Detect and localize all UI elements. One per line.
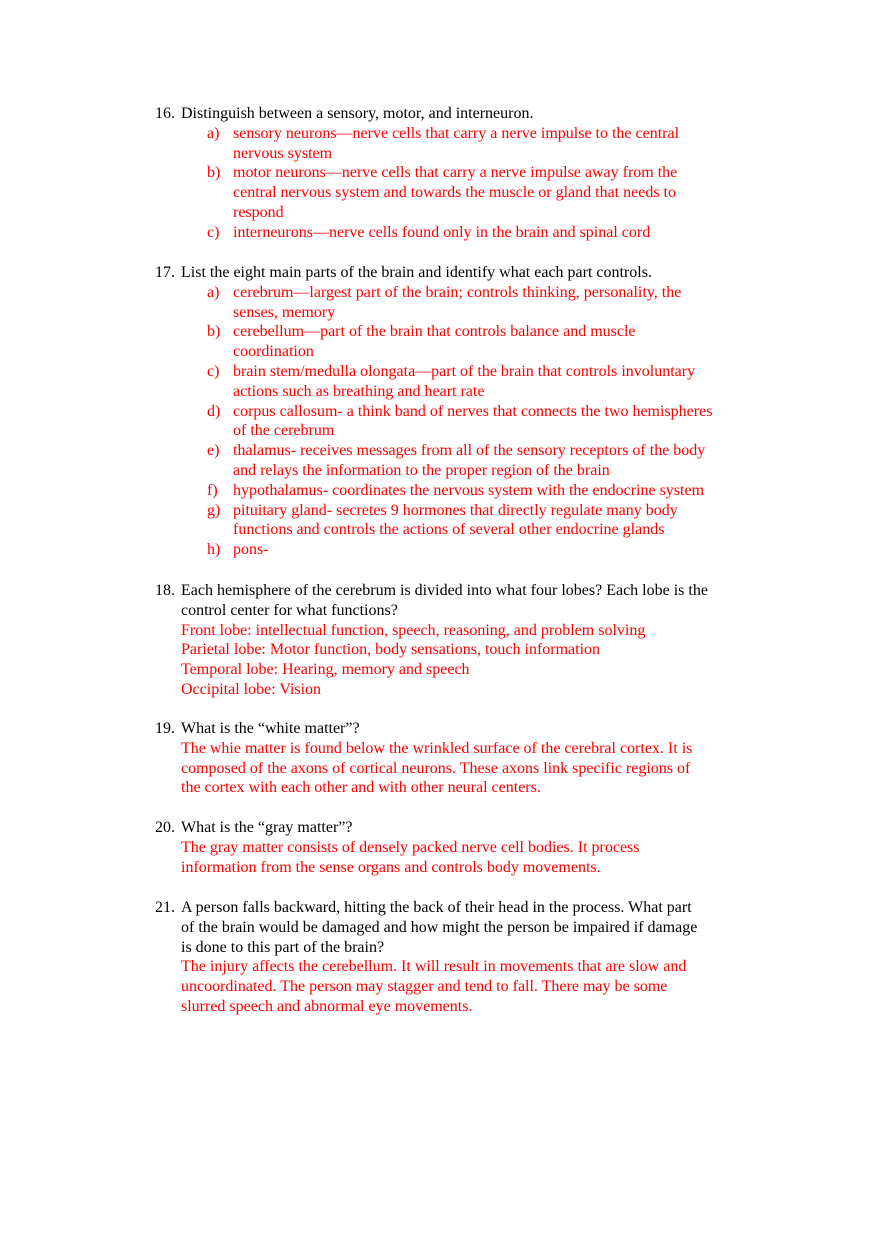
- list-item: [155, 362, 775, 402]
- answer-line: Occipital lobe: Vision: [181, 680, 322, 698]
- question-text: A person falls backward, hitting the back of their head in the process. What part: [181, 899, 692, 916]
- question-21: [155, 898, 775, 1017]
- item-line: cerebrum—largest part of the brain; controls thinking, personality, the: [233, 283, 682, 301]
- answer-line: composed of the axons of cortical neurons. These axons link specific regions of: [181, 759, 691, 777]
- list-item: [155, 322, 775, 362]
- question-prompt: [155, 263, 775, 283]
- answer-block: [155, 739, 775, 798]
- question-prompt: [155, 719, 775, 739]
- answer-line: Temporal lobe: Hearing, memory and speech: [181, 661, 470, 679]
- item-line: senses, memory: [233, 303, 336, 321]
- question-text: Distinguish between a sensory, motor, and interneuron.: [181, 105, 534, 122]
- question-text: of the brain would be damaged and how might the person be impaired if damage: [181, 918, 698, 936]
- answer-line: information from the sense organs and controls body movements.: [181, 858, 601, 876]
- item-line: cerebellum—part of the brain that controls balance and muscle: [233, 323, 636, 341]
- item-line: respond: [233, 203, 284, 221]
- item-line: coordination: [233, 343, 314, 361]
- item-letter: b): [207, 323, 221, 341]
- item-letter: b): [207, 164, 221, 182]
- question-text: What is the “gray matter”?: [181, 819, 353, 836]
- answer-block: [155, 957, 775, 1016]
- list-item: [155, 501, 775, 541]
- item-line: hypothalamus- coordinates the nervous system with the endocrine system: [233, 481, 705, 499]
- item-line: pituitary gland- secretes 9 hormones that directly regulate many body: [233, 501, 678, 519]
- answer-block: [155, 838, 775, 878]
- answer-line: slurred speech and abnormal eye movements.: [181, 997, 473, 1015]
- item-line: pons-: [233, 541, 269, 559]
- list-item: [155, 124, 775, 164]
- item-letter: h): [207, 541, 221, 559]
- answer-line: the cortex with each other and with other neural centers.: [181, 779, 541, 797]
- question-16: [155, 104, 775, 243]
- item-line: functions and controls the actions of several other endocrine glands: [233, 521, 665, 539]
- answer-line: The whie matter is found below the wrinkled surface of the cerebral cortex. It is: [181, 739, 693, 757]
- question-text: What is the “white matter”?: [181, 720, 360, 737]
- answer-block: [155, 621, 775, 700]
- question-prompt: [155, 818, 775, 838]
- item-line: interneurons—nerve cells found only in the brain and spinal cord: [233, 223, 651, 241]
- item-letter: f): [207, 481, 218, 499]
- question-number: 19.: [155, 720, 175, 737]
- item-line: corpus callosum- a think band of nerves that connects the two hemispheres: [233, 402, 713, 420]
- item-letter: c): [207, 223, 220, 241]
- question-number: 21.: [155, 899, 175, 916]
- item-letter: d): [207, 402, 221, 420]
- question-text: List the eight main parts of the brain and identify what each part controls.: [181, 264, 652, 281]
- item-letter: e): [207, 442, 220, 460]
- question-number: 17.: [155, 264, 175, 281]
- question-20: [155, 818, 775, 877]
- list-item: [155, 283, 775, 323]
- question-17: [155, 263, 775, 560]
- answer-list: [155, 124, 775, 243]
- list-item: [155, 163, 775, 222]
- question-number: 16.: [155, 105, 175, 122]
- question-prompt: [155, 104, 775, 124]
- item-line: central nervous system and towards the muscle or gland that needs to: [233, 184, 676, 202]
- answer-line: The gray matter consists of densely packed nerve cell bodies. It process: [181, 838, 640, 856]
- item-line: nervous system: [233, 144, 333, 162]
- list-item: [155, 402, 775, 442]
- item-line: and relays the information to the proper region of the brain: [233, 461, 610, 479]
- item-line: brain stem/medulla olongata—part of the brain that controls involuntary: [233, 362, 696, 380]
- answer-line: uncoordinated. The person may stagger and tend to fall. There may be some: [181, 978, 668, 996]
- question-number: 20.: [155, 819, 175, 836]
- question-prompt: [155, 581, 775, 621]
- list-item: [155, 441, 775, 481]
- item-line: of the cerebrum: [233, 422, 335, 440]
- question-19: [155, 719, 775, 798]
- item-letter: a): [207, 124, 220, 142]
- item-letter: a): [207, 283, 220, 301]
- question-prompt: [155, 898, 775, 957]
- question-text: is done to this part of the brain?: [181, 938, 385, 956]
- question-18: [155, 581, 775, 700]
- list-item: [155, 481, 775, 501]
- list-item: [155, 540, 775, 560]
- answer-list: [155, 283, 775, 560]
- answer-line: Parietal lobe: Motor function, body sensations, touch information: [181, 641, 601, 659]
- answer-line: The injury affects the cerebellum. It will result in movements that are slow and: [181, 958, 687, 976]
- list-item: [155, 223, 775, 243]
- item-letter: g): [207, 501, 221, 519]
- item-line: motor neurons—nerve cells that carry a nerve impulse away from the: [233, 164, 678, 182]
- item-letter: c): [207, 362, 220, 380]
- question-number: 18.: [155, 582, 175, 599]
- item-line: actions such as breathing and heart rate: [233, 382, 485, 400]
- question-text: control center for what functions?: [181, 601, 398, 619]
- answer-line: Front lobe: intellectual function, speech, reasoning, and problem solving: [181, 621, 646, 639]
- item-line: thalamus- receives messages from all of the sensory receptors of the body: [233, 442, 706, 460]
- item-line: sensory neurons—nerve cells that carry a nerve impulse to the central: [233, 124, 680, 142]
- question-text: Each hemisphere of the cerebrum is divided into what four lobes? Each lobe is the: [181, 582, 708, 599]
